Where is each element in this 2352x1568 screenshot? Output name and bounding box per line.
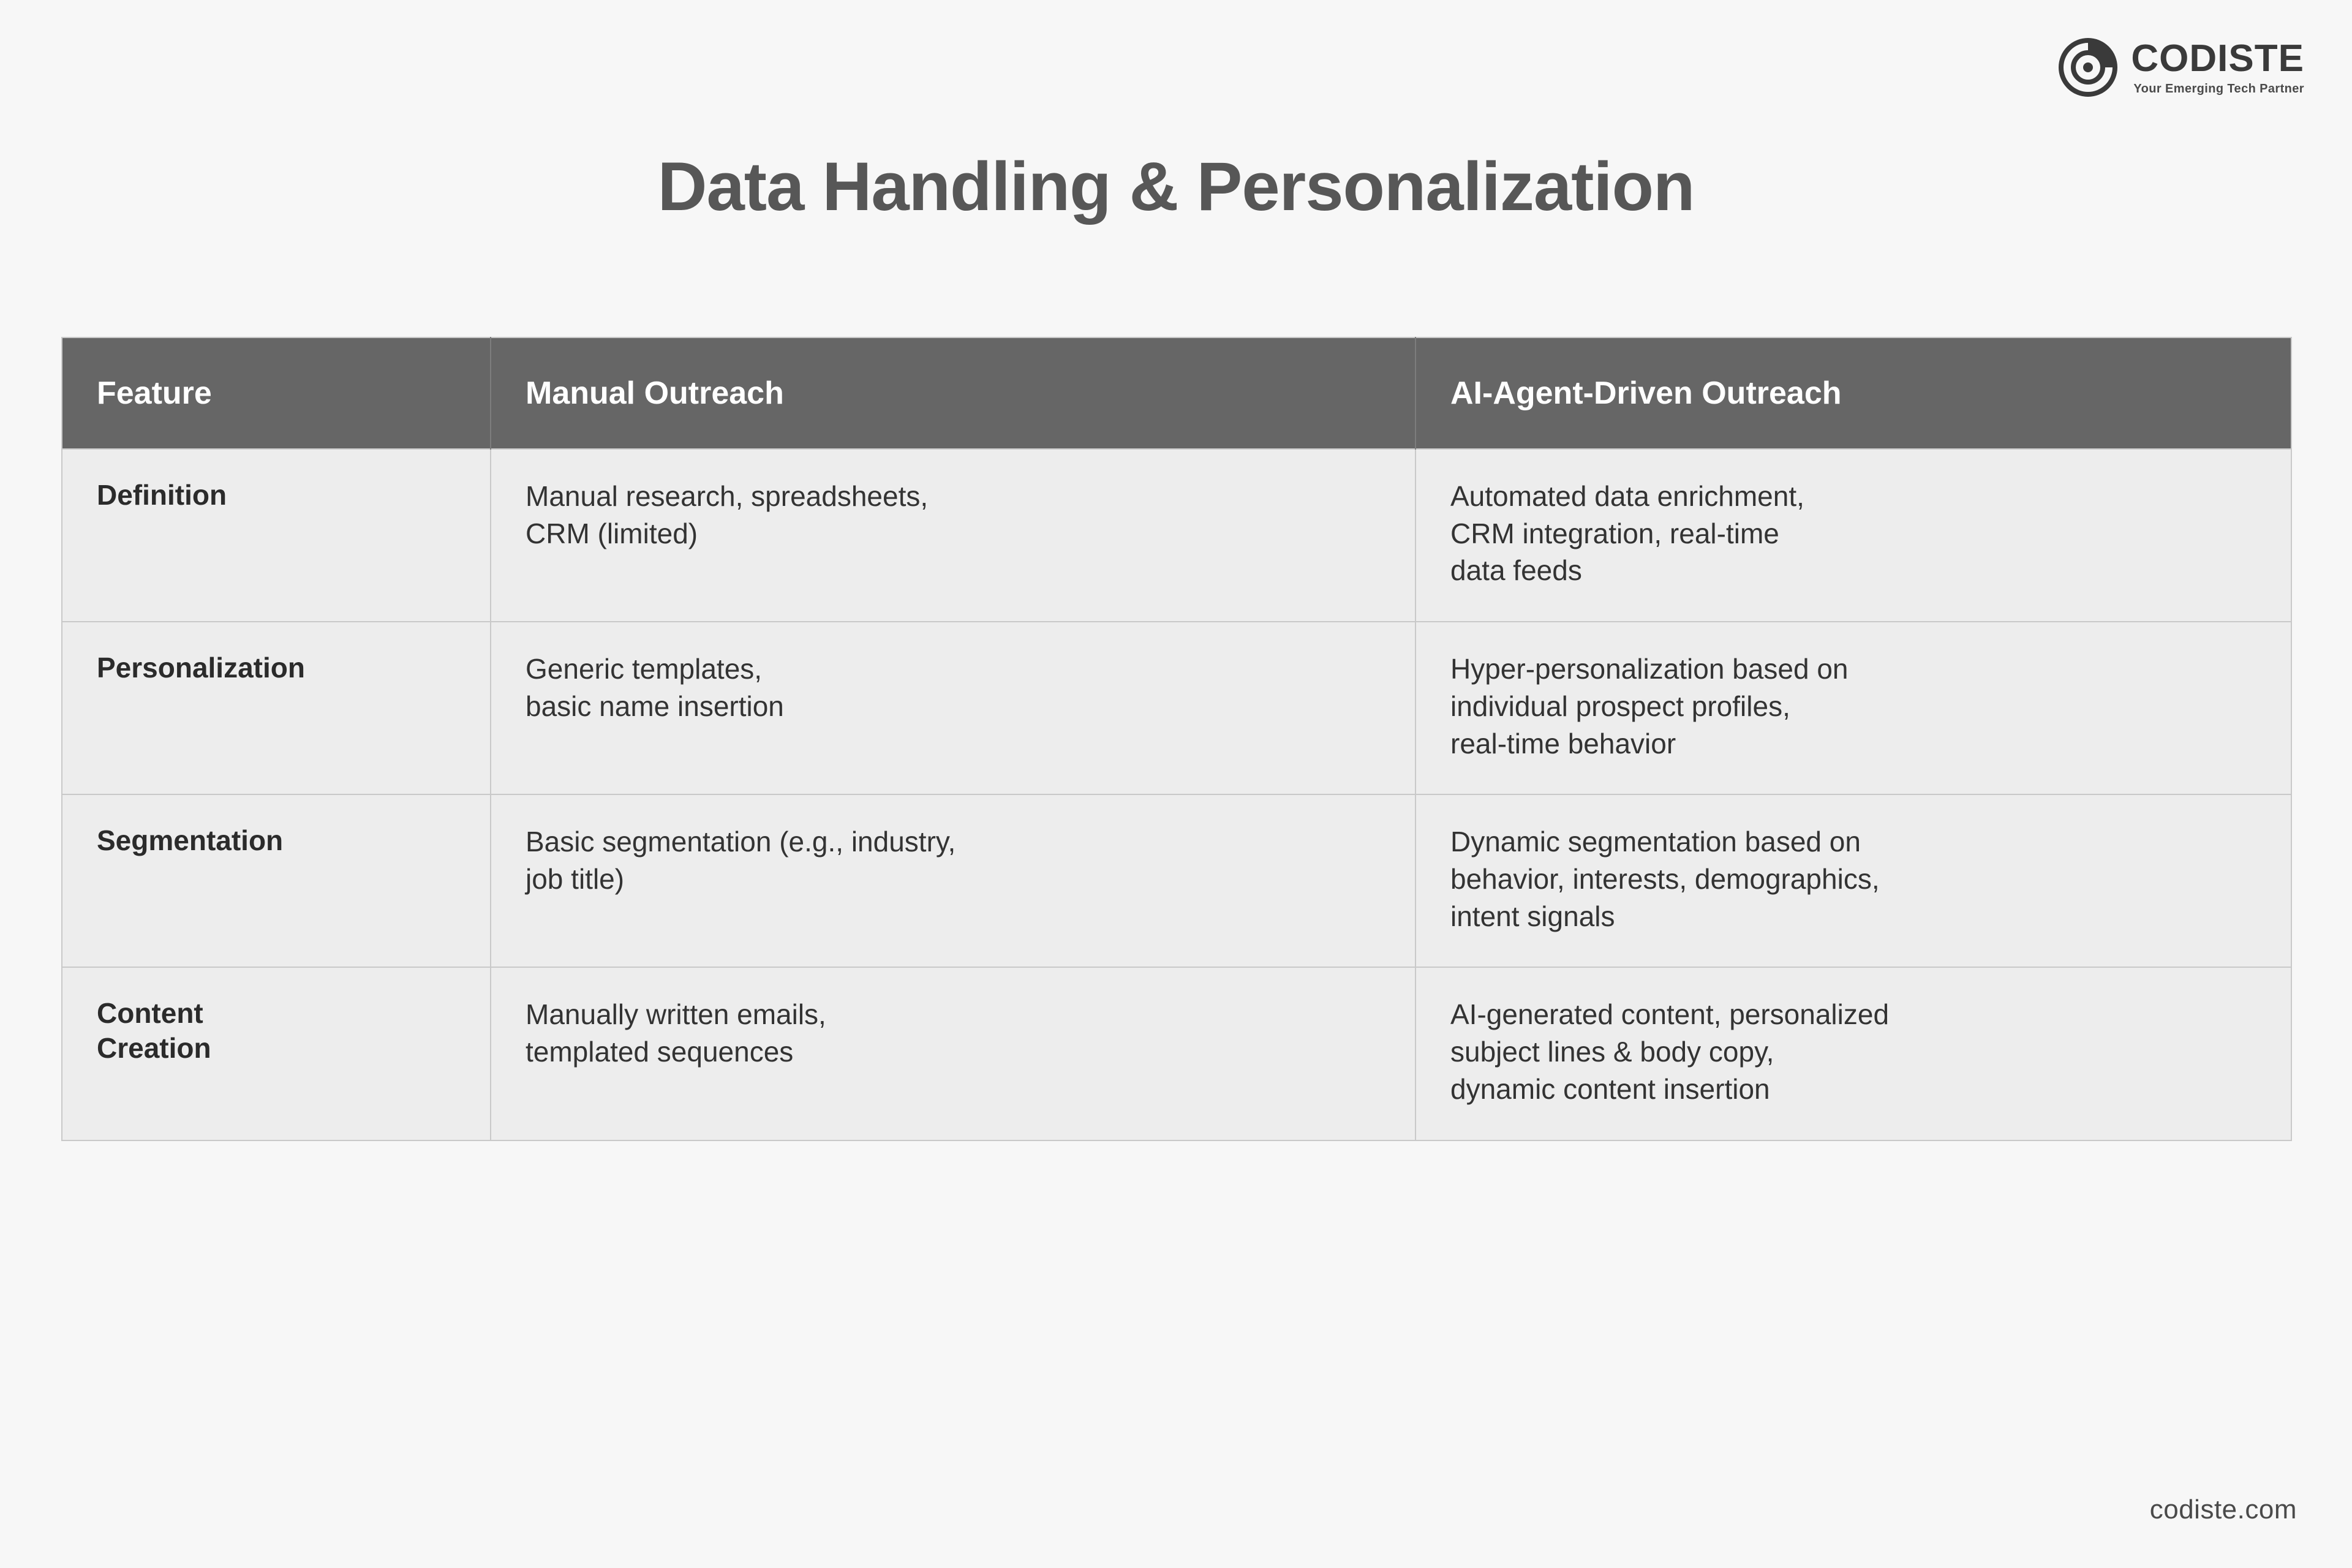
- table-header: [62, 337, 2291, 449]
- cell-ai: Dynamic segmentation based on behavior, interests, demographics, intent signals: [1415, 794, 2291, 967]
- brand-text: [2131, 37, 2304, 96]
- table-row: [62, 622, 2291, 794]
- column-header-ai-agent-driven-outreach: AI-Agent-Driven Outreach: [1415, 337, 2291, 449]
- cell-manual: Manually written emails, templated sequences: [491, 967, 1415, 1140]
- brand-name: CODISTE: [2131, 37, 2304, 80]
- table-row: [62, 794, 2291, 967]
- table-row: [62, 967, 2291, 1140]
- cell-feature: Content Creation: [62, 967, 491, 1140]
- table-body: [62, 449, 2291, 1140]
- comparison-table: [61, 337, 2292, 1141]
- cell-feature: Personalization: [62, 622, 491, 794]
- cell-manual: Basic segmentation (e.g., industry, job title): [491, 794, 1415, 967]
- codiste-circular-logo-icon: [2059, 38, 2117, 97]
- column-header-feature: Feature: [62, 337, 491, 449]
- cell-feature: Definition: [62, 449, 491, 622]
- comparison-table-container: [61, 337, 2291, 1141]
- cell-ai: AI-generated content, personalized subject lines & body copy, dynamic content insertion: [1415, 967, 2291, 1140]
- cell-ai: Automated data enrichment, CRM integration, real-time data feeds: [1415, 449, 2291, 622]
- cell-manual: Manual research, spreadsheets, CRM (limited): [491, 449, 1415, 622]
- column-header-manual-outreach: Manual Outreach: [491, 337, 1415, 449]
- cell-feature: Segmentation: [62, 794, 491, 967]
- brand-tagline: Your Emerging Tech Partner: [2133, 82, 2304, 96]
- brand-logo: [2059, 38, 2304, 97]
- cell-manual: Generic templates, basic name insertion: [491, 622, 1415, 794]
- table-header-row: [62, 337, 2291, 449]
- page-title: Data Handling & Personalization: [657, 148, 1695, 225]
- cell-ai: Hyper-personalization based on individual prospect profiles, real-time behavior: [1415, 622, 2291, 794]
- footer-website-url: codiste.com: [2149, 1494, 2297, 1525]
- table-row: [62, 449, 2291, 622]
